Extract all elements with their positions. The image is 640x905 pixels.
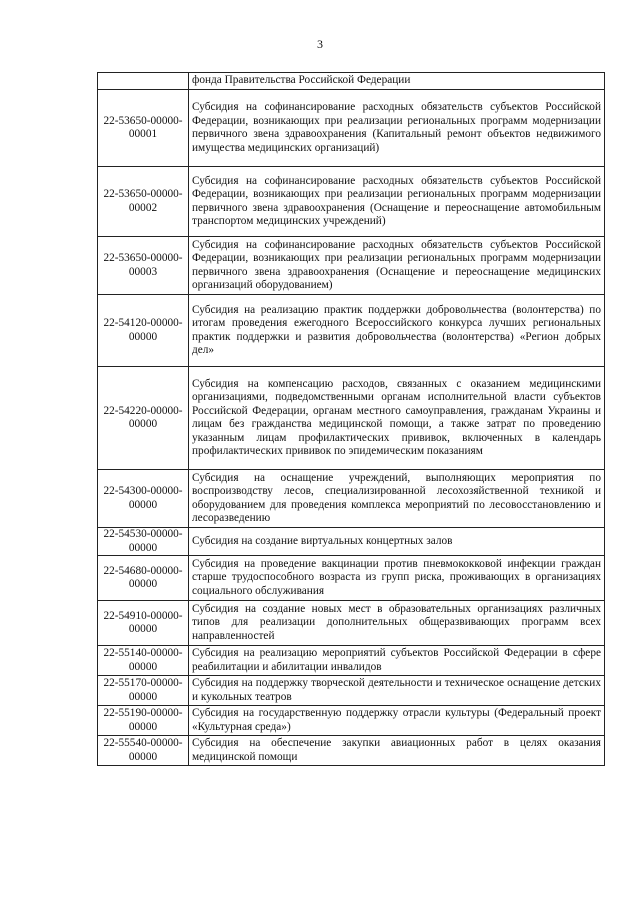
subsidy-description-cell: Субсидия на оснащение учреждений, выполняющих мероприятия по воспроизводству лесов, специализированной лесохозяйственной техникой и оборудованием для проведения комплекса мероприятий по лесовосстановлению и лесоразведению <box>189 470 605 528</box>
classification-code-cell: 22-55190-00000-00000 <box>98 706 189 736</box>
table-row <box>98 601 605 646</box>
subsidy-description-cell: Субсидия на государственную поддержку отрасли культуры (Федеральный проект «Культурная среда») <box>189 706 605 736</box>
table-row <box>98 646 605 676</box>
table-row <box>98 237 605 295</box>
table-row <box>98 295 605 367</box>
classification-code-cell: 22-54530-00000-00000 <box>98 528 189 556</box>
page-number: 3 <box>317 37 323 51</box>
table-body <box>98 73 605 766</box>
subsidy-description-cell: Субсидия на поддержку творческой деятельности и техническое оснащение детских и кукольных театров <box>189 676 605 706</box>
classification-code-cell: 22-53650-00000-00001 <box>98 90 189 167</box>
subsidy-description-cell: Субсидия на реализацию мероприятий субъектов Российской Федерации в сфере реабилитации и абилитации инвалидов <box>189 646 605 676</box>
classification-code-cell: 22-54120-00000-00000 <box>98 295 189 367</box>
table-row <box>98 367 605 470</box>
subsidy-description-cell: фонда Правительства Российской Федерации <box>189 73 605 90</box>
table-row <box>98 73 605 90</box>
classification-code-cell <box>98 73 189 90</box>
table-row <box>98 706 605 736</box>
classification-code-cell: 22-54680-00000-00000 <box>98 556 189 601</box>
subsidy-description-cell: Субсидия на софинансирование расходных обязательств субъектов Российской Федерации, возникающих при реализации региональных программ модернизации первичного звена здравоохранения (Капитальный ремонт объектов недвижимого имущества медицинских организаций) <box>189 90 605 167</box>
subsidy-description-cell: Субсидия на реализацию практик поддержки добровольчества (волонтерства) по итогам проведения ежегодного Всероссийского конкурса лучших региональных практик поддержки и развития добровольчества (волонтерства) «Регион добрых дел» <box>189 295 605 367</box>
subsidy-codes-table <box>97 72 605 766</box>
subsidy-description-cell: Субсидия на компенсацию расходов, связанных с оказанием медицинскими организациями, подведомственными органам исполнительной власти субъектов Российской Федерации, органам местного самоуправления, гражданам Украины и лицам без гражданства медицинской помощи, а также затрат по проведению указанным лицам профилактических прививок, включенных в календарь профилактических прививок по эпидемическим показаниям <box>189 367 605 470</box>
subsidy-description-cell: Субсидия на создание новых мест в образовательных организациях различных типов для реализации дополнительных общеразвивающих программ всех направленностей <box>189 601 605 646</box>
subsidy-description-cell: Субсидия на проведение вакцинации против пневмококковой инфекции граждан старше трудоспособного возраста из групп риска, проживающих в организациях социального обслуживания <box>189 556 605 601</box>
table-row <box>98 736 605 766</box>
table-row <box>98 676 605 706</box>
subsidy-description-cell: Субсидия на создание виртуальных концертных залов <box>189 528 605 556</box>
classification-code-cell: 22-54300-00000-00000 <box>98 470 189 528</box>
table-row <box>98 528 605 556</box>
classification-code-cell: 22-55540-00000-00000 <box>98 736 189 766</box>
table-row <box>98 556 605 601</box>
classification-code-cell: 22-53650-00000-00003 <box>98 237 189 295</box>
subsidy-description-cell: Субсидия на обеспечение закупки авиационных работ в целях оказания медицинской помощи <box>189 736 605 766</box>
subsidy-description-cell: Субсидия на софинансирование расходных обязательств субъектов Российской Федерации, возникающих при реализации региональных программ модернизации первичного звена здравоохранения (Оснащение и переоснащение автомобильным транспортом медицинских учреждений) <box>189 167 605 237</box>
classification-code-cell: 22-55170-00000-00000 <box>98 676 189 706</box>
subsidy-description-cell: Субсидия на софинансирование расходных обязательств субъектов Российской Федерации, возникающих при реализации региональных программ модернизации первичного звена здравоохранения (Оснащение и переоснащение медицинских организаций оборудованием) <box>189 237 605 295</box>
classification-code-cell: 22-54910-00000-00000 <box>98 601 189 646</box>
table-row <box>98 470 605 528</box>
table-row <box>98 167 605 237</box>
classification-code-cell: 22-55140-00000-00000 <box>98 646 189 676</box>
classification-code-cell: 22-54220-00000-00000 <box>98 367 189 470</box>
classification-code-cell: 22-53650-00000-00002 <box>98 167 189 237</box>
table-row <box>98 90 605 167</box>
